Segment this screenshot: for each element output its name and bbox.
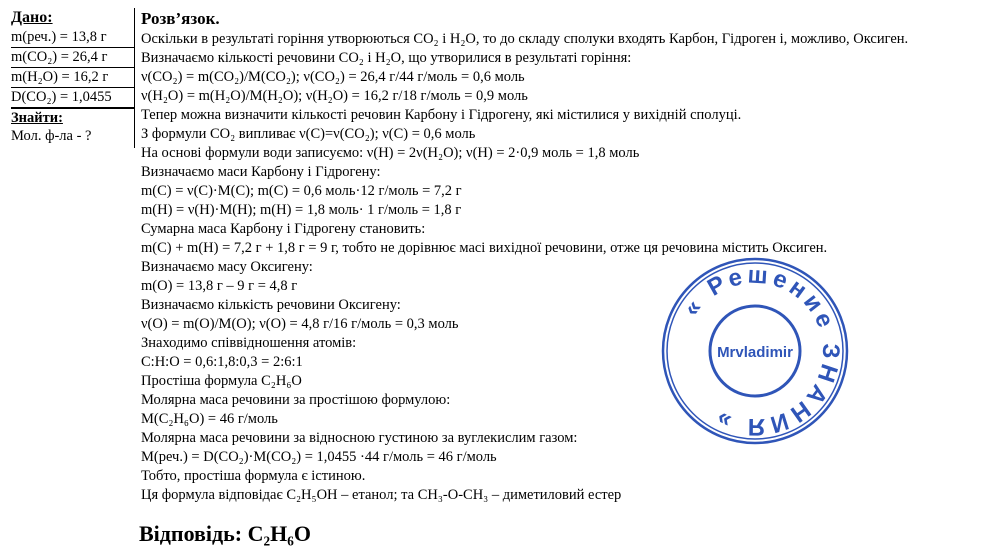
solution-line: З формули CO₂ випливає ν(C)=ν(CO₂); ν(C) = 0,6 моль xyxy=(141,126,476,142)
solution-line: Простіша формула C₂H₆O xyxy=(141,373,302,389)
given-item: m(H₂O) = 16,2 г xyxy=(11,68,135,88)
solution-line: Визначаємо маси Карбону і Гідрогену: xyxy=(141,164,381,180)
solution-line: На основі формули води записуємо: ν(H) = 2ν(H₂O); ν(H) = 2·0,9 моль = 1,8 моль xyxy=(141,145,640,161)
solution-line: Ця формула відповідає C₂H₅OH – етанол; та CH₃-O-CH₃ – диметиловий естер xyxy=(141,487,622,503)
solution-line: M(реч.) = D(CO₂)·M(CO₂) = 1,0455 ·44 г/моль = 46 г/моль xyxy=(141,449,497,465)
solution-line: C:H:O = 0,6:1,8:0,3 = 2:6:1 xyxy=(141,354,303,370)
solution-line: ν(CO₂) = m(CO₂)/M(CO₂); ν(CO₂) = 26,4 г/44 г/моль = 0,6 моль xyxy=(141,69,525,85)
solution-line: M(C₂H₆O) = 46 г/моль xyxy=(141,411,278,427)
solution-line: ν(H₂O) = m(H₂O)/M(H₂O); ν(H₂O) = 16,2 г/18 г/моль = 0,9 моль xyxy=(141,88,528,104)
given-item: m(CO₂) = 26,4 г xyxy=(11,48,135,68)
solution-line: m(H) = ν(H)·M(H); m(H) = 1,8 моль· 1 г/моль = 1,8 г xyxy=(141,202,462,218)
solution-line: Оскільки в результаті горіння утворюються CO₂ і H₂O, то до складу сполуки входять Карбон, Гідроген і, можливо, Оксиген. xyxy=(141,31,909,47)
solution-line: m(C) + m(H) = 7,2 г + 1,8 г = 9 г, тобто не дорівнює масі вихідної речовини, отже ця речовина містить Оксиген. xyxy=(141,240,828,256)
given-item: m(реч.) = 13,8 г xyxy=(11,28,135,48)
solution-section xyxy=(141,8,981,505)
divider-line xyxy=(134,8,135,148)
find-header: Знайти: xyxy=(11,108,135,127)
stamp-ring-text: « Решение ЗНАНИЯ » xyxy=(677,261,845,441)
stamp-seal xyxy=(660,256,850,446)
solution-line: m(O) = 13,8 г – 9 г = 4,8 г xyxy=(141,278,298,294)
stamp-center-text: Mrvladimir xyxy=(717,344,793,361)
given-item: D(CO₂) = 1,0455 xyxy=(11,88,135,108)
given-section xyxy=(11,8,135,146)
solution-line: Визначаємо кількість речовини Оксигену: xyxy=(141,297,401,313)
solution-line: Молярна маса речовини за простішою формулою: xyxy=(141,392,451,408)
solution-line: Сумарна маса Карбону і Гідрогену становить: xyxy=(141,221,426,237)
answer-line: Відповідь: C₂H₆O xyxy=(139,521,311,546)
solution-line: ν(O) = m(O)/M(O); ν(O) = 4,8 г/16 г/моль = 0,3 моль xyxy=(141,316,459,332)
find-item: Мол. ф-ла - ? xyxy=(11,128,92,144)
solution-line: m(C) = ν(C)·M(C); m(C) = 0,6 моль·12 г/моль = 7,2 г xyxy=(141,183,462,199)
solution-line: Визначаємо кількості речовини CO₂ і H₂O, що утворилися в результаті горіння: xyxy=(141,50,632,66)
solution-line: Тобто, простіша формула є істиною. xyxy=(141,468,366,484)
solution-line: Молярна маса речовини за відносною густиною за вуглекислим газом: xyxy=(141,430,578,446)
given-header: Дано: xyxy=(11,9,53,26)
solution-line: Визначаємо масу Оксигену: xyxy=(141,259,313,275)
solution-title: Розв’язок. xyxy=(141,9,220,28)
solution-line: Знаходимо співвідношення атомів: xyxy=(141,335,357,351)
solution-line: Тепер можна визначити кількості речовин Карбону і Гідрогену, які містилися у вихідній сполуці. xyxy=(141,107,742,123)
